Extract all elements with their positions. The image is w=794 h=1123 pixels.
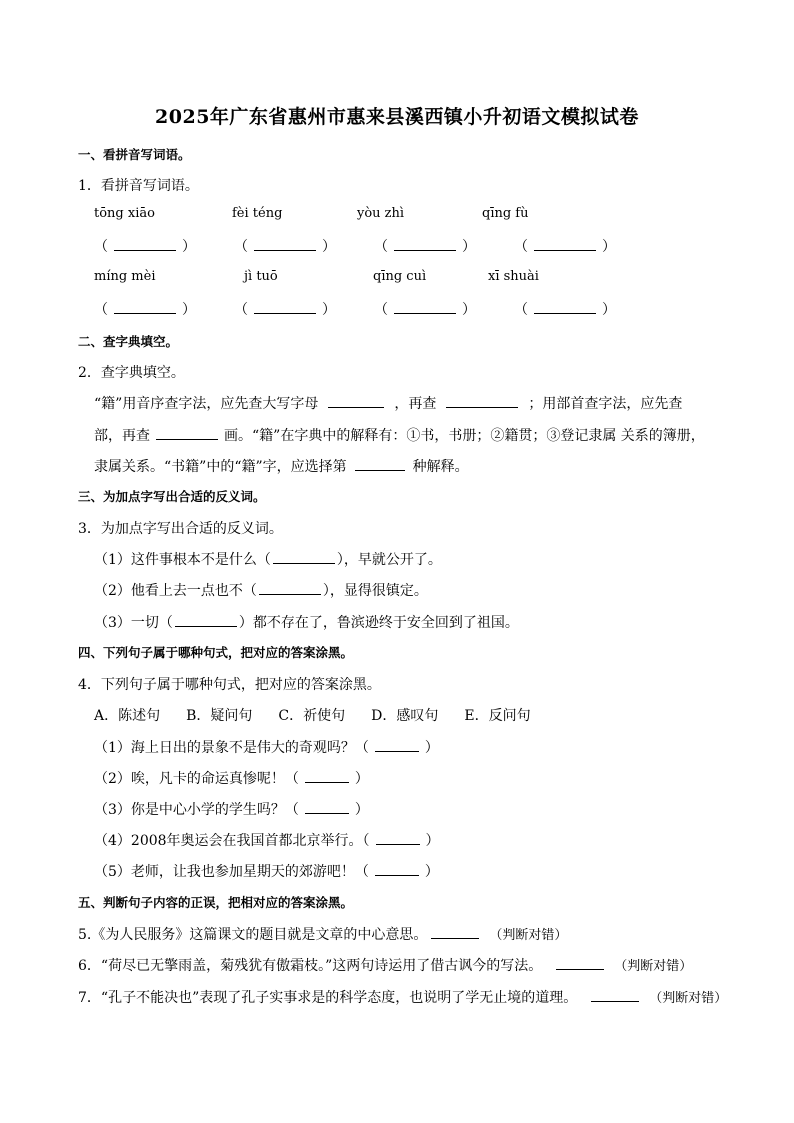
section-heading-1: 一、看拼音写词语。: [78, 147, 191, 162]
blank-meaning[interactable]: [355, 456, 405, 471]
blank-sentence-type-1[interactable]: [375, 737, 419, 752]
section-heading-5: 五、判断句子内容的正误，把相对应的答案涂黑。: [78, 895, 354, 910]
answer-box-1[interactable]: （ ）: [94, 236, 196, 256]
page-title: 2025年广东省惠州市惠来县溪西镇小升初语文模拟试卷: [155, 106, 639, 128]
section-heading-2: 二、查字典填空。: [78, 334, 179, 349]
pinyin-row-2: [0, 269, 794, 285]
option-e[interactable]: E．反问句: [464, 708, 531, 724]
question-4-stem: 4．下列句子属于哪种句式，把对应的答案涂黑。: [78, 677, 381, 693]
option-c[interactable]: C．祈使句: [278, 708, 346, 724]
question-2-line-1: “籍”用音序查字法，应先查大写字母 ，再查 ；用部首查字法，应先查: [94, 393, 682, 413]
pinyin-2: fèi téng: [232, 206, 283, 221]
answer-box-6[interactable]: （ ）: [234, 299, 336, 319]
question-2-line-3: 隶属关系。“书籍”中的“籍”字，应选择第 种解释。: [94, 456, 469, 476]
question-3-item-1: （1）这件事根本不是什么（ ），早就公开了。: [94, 549, 442, 569]
pinyin-4: qīng fù: [482, 206, 529, 221]
question-1-stem: 1．看拼音写词语。: [78, 178, 199, 194]
blank-judge-7[interactable]: [591, 987, 639, 1002]
question-4-item-4: （4）2008年奥运会在我国首都北京举行。（ ）: [94, 830, 440, 850]
option-a[interactable]: A．陈述句: [94, 708, 161, 724]
option-d[interactable]: D．感叹句: [371, 708, 439, 724]
pinyin-1: tōng xiāo: [94, 206, 155, 221]
question-4-options: [94, 705, 557, 725]
section-heading-4: 四、下列句子属于哪种句式，把对应的答案涂黑。: [78, 645, 354, 660]
question-5: 5.《为人民服务》这篇课文的题目就是文章的中心意思。 （判断对错）: [78, 924, 567, 944]
blank-strokes[interactable]: [156, 425, 218, 440]
blank-sentence-type-4[interactable]: [376, 830, 420, 845]
answer-box-8[interactable]: （ ）: [514, 299, 616, 319]
answer-box-3[interactable]: （ ）: [374, 236, 476, 256]
question-7: 7．“孔子不能决也”表现了孔子实事求是的科学态度，也说明了学无止境的道理。 （判断对错）: [78, 987, 727, 1007]
question-3-item-3: （3）一切（ ）都不存在了，鲁滨逊终于安全回到了祖国。: [94, 612, 519, 632]
answer-box-7[interactable]: （ ）: [374, 299, 476, 319]
section-heading-3: 三、为加点字写出合适的反义词。: [78, 489, 266, 504]
blank-judge-6[interactable]: [556, 955, 604, 970]
pinyin-5: míng mèi: [94, 269, 156, 284]
pinyin-6: jì tuō: [244, 269, 278, 284]
blank-antonym-2[interactable]: [259, 580, 321, 595]
pinyin-3: yòu zhì: [357, 206, 405, 221]
pinyin-row-1: [0, 206, 794, 222]
question-2-stem: 2．查字典填空。: [78, 365, 185, 381]
answer-box-4[interactable]: （ ）: [514, 236, 616, 256]
answer-box-2[interactable]: （ ）: [234, 236, 336, 256]
question-2-line-2: 部，再查 画。“籍”在字典中的解释有：①书，书册；②籍贯；③登记隶属 关系的簿册，: [94, 425, 705, 445]
blank-antonym-3[interactable]: [175, 612, 237, 627]
question-3-stem: 3．为加点字写出合适的反义词。: [78, 521, 283, 537]
blank-antonym-1[interactable]: [273, 549, 335, 564]
question-6: 6．“荷尽已无擎雨盖，菊残犹有傲霜枝。”这两句诗运用了借古讽今的写法。 （判断对错）: [78, 955, 692, 975]
blank-syllable[interactable]: [446, 393, 518, 408]
question-4-item-1: （1）海上日出的景象不是伟大的奇观吗？（ ）: [94, 737, 439, 757]
pinyin-8: xī shuài: [488, 269, 539, 284]
blank-judge-5[interactable]: [431, 924, 479, 939]
question-4-item-2: （2）唉，凡卡的命运真惨呢！（ ）: [94, 768, 369, 788]
blank-letter[interactable]: [328, 393, 384, 408]
question-4-item-5: （5）老师，让我也参加星期天的郊游吧！（ ）: [94, 861, 439, 881]
blank-sentence-type-5[interactable]: [375, 861, 419, 876]
question-3-item-2: （2）他看上去一点也不（ ），显得很镇定。: [94, 580, 428, 600]
blank-sentence-type-2[interactable]: [305, 768, 349, 783]
question-4-item-3: （3）你是中心小学的学生吗？（ ）: [94, 799, 369, 819]
answer-box-5[interactable]: （ ）: [94, 299, 196, 319]
blank-sentence-type-3[interactable]: [305, 799, 349, 814]
pinyin-7: qīng cuì: [373, 269, 427, 284]
option-b[interactable]: B．疑问句: [186, 708, 253, 724]
